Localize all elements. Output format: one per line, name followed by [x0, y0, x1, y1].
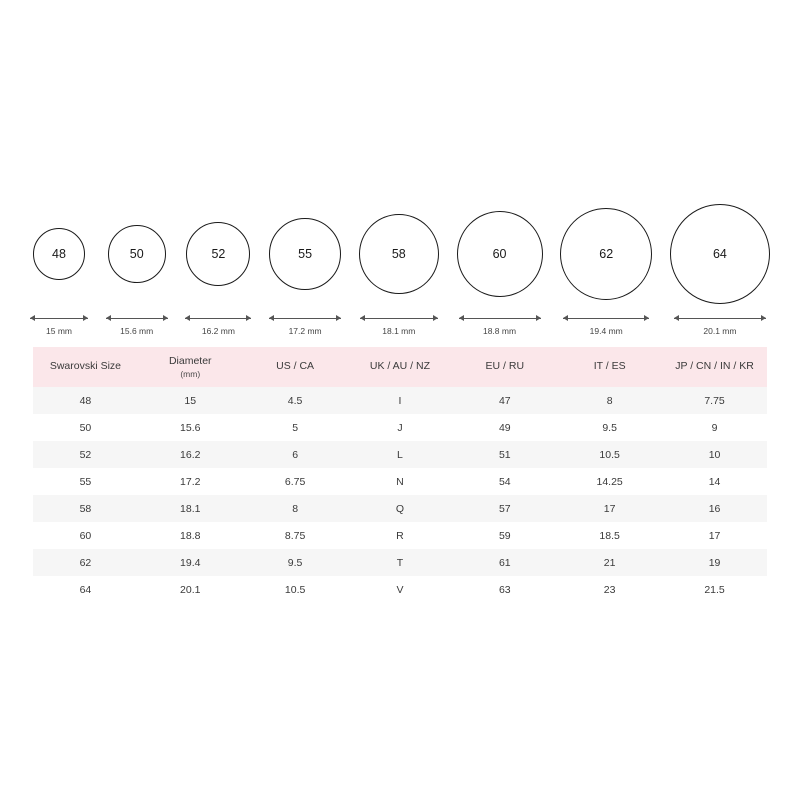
table-cell: 21.5 [662, 576, 767, 603]
table-body [33, 387, 767, 603]
table-cell: 50 [33, 414, 138, 441]
table-cell: L [348, 441, 453, 468]
ring-circle-wrapper [359, 204, 439, 304]
table-cell: 8 [243, 495, 348, 522]
ring-column [560, 204, 652, 336]
table-cell: 55 [33, 468, 138, 495]
table-row [33, 495, 767, 522]
table-cell: 9.5 [243, 549, 348, 576]
diameter-arrow-icon [360, 314, 438, 322]
table-cell: 59 [452, 522, 557, 549]
ring-measurement [30, 314, 88, 336]
ring-circle-wrapper [560, 204, 652, 304]
table-cell: 58 [33, 495, 138, 522]
ring-measurement [563, 314, 649, 336]
diameter-arrow-icon [459, 314, 541, 322]
table-cell: T [348, 549, 453, 576]
table-cell: 19.4 [138, 549, 243, 576]
table-cell: 17.2 [138, 468, 243, 495]
table-cell: 60 [33, 522, 138, 549]
table-cell: 23 [557, 576, 662, 603]
table-cell: 10 [662, 441, 767, 468]
table-cell: 21 [557, 549, 662, 576]
ring-circle [457, 211, 543, 297]
ring-column [457, 204, 543, 336]
table-cell: 9 [662, 414, 767, 441]
diameter-arrow-icon [30, 314, 88, 322]
ring-diameter-text: 18.1 mm [382, 326, 416, 336]
table-cell: 10.5 [243, 576, 348, 603]
ring-measurement [360, 314, 438, 336]
table-cell: 9.5 [557, 414, 662, 441]
ring-size-label: 52 [211, 246, 226, 261]
ring-circle [108, 225, 166, 283]
ring-measurement [269, 314, 341, 336]
table-header-row [33, 347, 767, 387]
ring-diameter-text: 19.4 mm [589, 326, 623, 336]
ring-diameter-text: 15.6 mm [120, 326, 154, 336]
ring-diagram [30, 196, 770, 336]
table-cell: 52 [33, 441, 138, 468]
ring-circle-wrapper [108, 204, 166, 304]
table-cell: 20.1 [138, 576, 243, 603]
ring-column [30, 204, 88, 336]
ring-circle [670, 204, 770, 304]
table-cell: 49 [452, 414, 557, 441]
diameter-arrow-icon [185, 314, 251, 322]
ring-diameter-text: 15 mm [46, 326, 72, 336]
table-column-header [138, 347, 243, 387]
table-cell: 16 [662, 495, 767, 522]
ring-circle [359, 214, 439, 294]
table-cell: 6 [243, 441, 348, 468]
ring-size-label: 55 [298, 246, 313, 261]
table-cell: 7.75 [662, 387, 767, 414]
table-column-header-label: Swarovski Size [49, 360, 122, 373]
table-cell: 63 [452, 576, 557, 603]
ring-measurement [674, 314, 766, 336]
ring-column [106, 204, 168, 336]
ring-size-label: 50 [129, 246, 144, 261]
table-column-header [243, 347, 348, 387]
table-column-header-subtext: (mm) [180, 368, 201, 379]
table-column-header [348, 347, 453, 387]
ring-diameter-text: 17.2 mm [288, 326, 322, 336]
diameter-arrow-icon [674, 314, 766, 322]
table-column-header-label: US / CA [276, 360, 315, 373]
table-column-header [452, 347, 557, 387]
ring-column [670, 204, 770, 336]
table-column-header-label: Diameter [168, 354, 212, 367]
table-cell: 14.25 [557, 468, 662, 495]
table-cell: 8.75 [243, 522, 348, 549]
table-cell: 64 [33, 576, 138, 603]
diameter-arrow-icon [269, 314, 341, 322]
ring-diameter-text: 18.8 mm [482, 326, 517, 336]
table-column-header-label: EU / RU [485, 360, 525, 373]
ring-size-label: 60 [492, 246, 507, 261]
ring-size-label: 64 [712, 246, 727, 261]
table-cell: 5 [243, 414, 348, 441]
ring-measurement [106, 314, 168, 336]
ring-circle-wrapper [269, 204, 341, 304]
diameter-arrow-icon [106, 314, 168, 322]
table-column-header [557, 347, 662, 387]
table-cell: 51 [452, 441, 557, 468]
ring-circle [33, 228, 85, 280]
ring-size-label: 62 [599, 246, 614, 261]
ring-circle-wrapper [33, 204, 85, 304]
table-cell: 62 [33, 549, 138, 576]
table-row [33, 522, 767, 549]
ring-circle [269, 218, 341, 290]
table-cell: 17 [557, 495, 662, 522]
ring-size-table-container [33, 347, 767, 603]
table-cell: N [348, 468, 453, 495]
table-cell: 16.2 [138, 441, 243, 468]
table-row [33, 576, 767, 603]
ring-column [185, 204, 251, 336]
table-cell: I [348, 387, 453, 414]
table-cell: 18.8 [138, 522, 243, 549]
table-row [33, 414, 767, 441]
table-cell: Q [348, 495, 453, 522]
table-cell: 4.5 [243, 387, 348, 414]
table-cell: 8 [557, 387, 662, 414]
table-cell: 6.75 [243, 468, 348, 495]
ring-measurement [459, 314, 541, 336]
ring-measurement [185, 314, 251, 336]
table-row [33, 549, 767, 576]
table-column-header-label: UK / AU / NZ [369, 360, 430, 373]
table-cell: 18.1 [138, 495, 243, 522]
table-cell: 54 [452, 468, 557, 495]
table-cell: 10.5 [557, 441, 662, 468]
table-column-header-label: IT / ES [593, 360, 626, 373]
ring-size-label: 48 [52, 246, 66, 261]
table-column-header [662, 347, 767, 387]
table-cell: J [348, 414, 453, 441]
table-cell: 48 [33, 387, 138, 414]
table-cell: 14 [662, 468, 767, 495]
table-cell: R [348, 522, 453, 549]
table-column-header [33, 347, 138, 387]
table-cell: 18.5 [557, 522, 662, 549]
ring-column [269, 204, 341, 336]
ring-circle [186, 222, 250, 286]
ring-circle-wrapper [670, 204, 770, 304]
table-row [33, 441, 767, 468]
table-cell: 47 [452, 387, 557, 414]
table-column-header-label: JP / CN / IN / KR [675, 360, 754, 373]
diameter-arrow-icon [563, 314, 649, 322]
ring-size-label: 58 [391, 246, 406, 261]
table-cell: 17 [662, 522, 767, 549]
ring-circle-wrapper [186, 204, 250, 304]
table-cell: 19 [662, 549, 767, 576]
ring-diameter-text: 16.2 mm [201, 326, 235, 336]
ring-column [359, 204, 439, 336]
ring-diameter-text: 20.1 mm [703, 326, 737, 336]
ring-circle-wrapper [457, 204, 543, 304]
table-row [33, 468, 767, 495]
table-cell: V [348, 576, 453, 603]
table-head [33, 347, 767, 387]
table-cell: 15 [138, 387, 243, 414]
table-row [33, 387, 767, 414]
table-cell: 57 [452, 495, 557, 522]
table-cell: 61 [452, 549, 557, 576]
ring-circle [560, 208, 652, 300]
table-cell: 15.6 [138, 414, 243, 441]
ring-size-table [33, 347, 767, 603]
